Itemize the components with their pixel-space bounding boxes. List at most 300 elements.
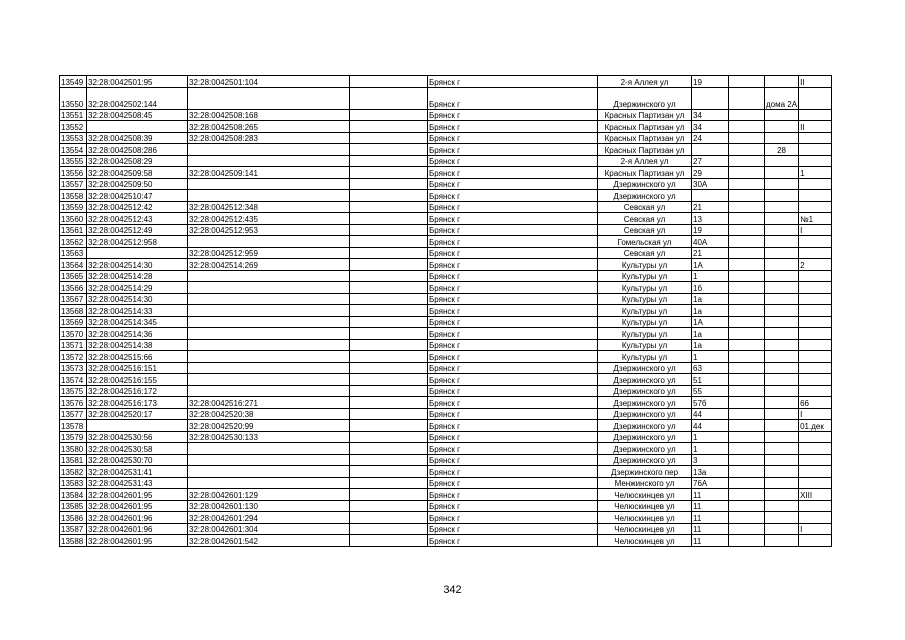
city-cell: Брянск г bbox=[428, 76, 598, 88]
cadastral-number-cell: 32:28:0042512:43 bbox=[87, 213, 188, 225]
record-number-cell: 13556 bbox=[60, 167, 87, 179]
record-number-cell: 13568 bbox=[60, 305, 87, 317]
premises-cell bbox=[799, 293, 832, 305]
premises-cell bbox=[799, 282, 832, 294]
blank-cell bbox=[350, 408, 428, 420]
street-cell: Севская ул bbox=[598, 224, 692, 236]
housing-cell bbox=[765, 454, 799, 466]
building-cell bbox=[729, 385, 765, 397]
object-number-cell bbox=[188, 477, 350, 489]
house-number-cell: 34 bbox=[692, 109, 729, 121]
premises-cell bbox=[799, 339, 832, 351]
table-row bbox=[60, 374, 832, 386]
housing-cell bbox=[765, 155, 799, 167]
premises-cell: 2 bbox=[799, 259, 832, 271]
table-row bbox=[60, 270, 832, 282]
building-cell bbox=[729, 489, 765, 501]
housing-cell bbox=[765, 178, 799, 190]
record-number-cell: 13555 bbox=[60, 155, 87, 167]
blank-cell bbox=[350, 213, 428, 225]
city-cell: Брянск г bbox=[428, 247, 598, 259]
blank-cell bbox=[350, 87, 428, 109]
record-number-cell: 13563 bbox=[60, 247, 87, 259]
premises-cell: 01.дек bbox=[799, 420, 832, 432]
city-cell: Брянск г bbox=[428, 305, 598, 317]
street-cell: Культуры ул bbox=[598, 351, 692, 363]
street-cell: Дзержинского ул bbox=[598, 362, 692, 374]
cadastral-number-cell: 32:28:0042601:96 bbox=[87, 512, 188, 524]
housing-cell bbox=[765, 247, 799, 259]
blank-cell bbox=[350, 466, 428, 478]
street-cell: Культуры ул bbox=[598, 339, 692, 351]
city-cell: Брянск г bbox=[428, 201, 598, 213]
premises-cell bbox=[799, 466, 832, 478]
street-cell: Красных Партизан ул bbox=[598, 109, 692, 121]
premises-cell bbox=[799, 512, 832, 524]
table-row bbox=[60, 523, 832, 535]
city-cell: Брянск г bbox=[428, 121, 598, 133]
building-cell bbox=[729, 87, 765, 109]
city-cell: Брянск г bbox=[428, 328, 598, 340]
building-cell bbox=[729, 328, 765, 340]
city-cell: Брянск г bbox=[428, 87, 598, 109]
record-number-cell: 13549 bbox=[60, 76, 87, 88]
house-number-cell: 30А bbox=[692, 178, 729, 190]
table-row bbox=[60, 121, 832, 133]
city-cell: Брянск г bbox=[428, 500, 598, 512]
building-cell bbox=[729, 201, 765, 213]
blank-cell bbox=[350, 270, 428, 282]
record-number-cell: 13582 bbox=[60, 466, 87, 478]
city-cell: Брянск г bbox=[428, 236, 598, 248]
house-number-cell: 1а bbox=[692, 339, 729, 351]
table-row bbox=[60, 247, 832, 259]
blank-cell bbox=[350, 132, 428, 144]
cadastral-number-cell: 32:28:0042531:41 bbox=[87, 466, 188, 478]
housing-cell bbox=[765, 420, 799, 432]
table-row bbox=[60, 190, 832, 202]
premises-cell bbox=[799, 316, 832, 328]
house-number-cell: 55 bbox=[692, 385, 729, 397]
object-number-cell bbox=[188, 144, 350, 156]
object-number-cell: 32:28:0042530:133 bbox=[188, 431, 350, 443]
premises-cell: I bbox=[799, 224, 832, 236]
cadastral-number-cell: 32:28:0042508:29 bbox=[87, 155, 188, 167]
street-cell: Дзержинского ул bbox=[598, 190, 692, 202]
housing-cell bbox=[765, 431, 799, 443]
building-cell bbox=[729, 121, 765, 133]
building-cell bbox=[729, 132, 765, 144]
street-cell: Челюскинцев ул bbox=[598, 535, 692, 547]
premises-cell: I bbox=[799, 408, 832, 420]
premises-cell: I bbox=[799, 523, 832, 535]
housing-cell bbox=[765, 408, 799, 420]
housing-cell: дома 2А bbox=[765, 87, 799, 109]
house-number-cell: 13 bbox=[692, 213, 729, 225]
city-cell: Брянск г bbox=[428, 420, 598, 432]
street-cell: Культуры ул bbox=[598, 305, 692, 317]
street-cell: Красных Партизан ул bbox=[598, 144, 692, 156]
table-row bbox=[60, 385, 832, 397]
blank-cell bbox=[350, 477, 428, 489]
blank-cell bbox=[350, 167, 428, 179]
blank-cell bbox=[350, 431, 428, 443]
object-number-cell bbox=[188, 443, 350, 455]
record-number-cell: 13571 bbox=[60, 339, 87, 351]
object-number-cell bbox=[188, 155, 350, 167]
cadastral-number-cell: 32:28:0042520:17 bbox=[87, 408, 188, 420]
table-row bbox=[60, 132, 832, 144]
cadastral-number-cell: 32:28:0042508:45 bbox=[87, 109, 188, 121]
table-row bbox=[60, 443, 832, 455]
street-cell: Дзержинского ул bbox=[598, 420, 692, 432]
premises-cell bbox=[799, 431, 832, 443]
building-cell bbox=[729, 408, 765, 420]
street-cell: Дзержинского ул bbox=[598, 397, 692, 409]
table-row bbox=[60, 489, 832, 501]
table-row bbox=[60, 397, 832, 409]
street-cell: Севская ул bbox=[598, 201, 692, 213]
record-number-cell: 13577 bbox=[60, 408, 87, 420]
cadastral-number-cell: 32:28:0042601:96 bbox=[87, 523, 188, 535]
premises-cell bbox=[799, 385, 832, 397]
object-number-cell: 32:28:0042516:271 bbox=[188, 397, 350, 409]
blank-cell bbox=[350, 489, 428, 501]
cadastral-number-cell: 32:28:0042509:58 bbox=[87, 167, 188, 179]
street-cell: Челюскинцев ул bbox=[598, 500, 692, 512]
building-cell bbox=[729, 178, 765, 190]
premises-cell bbox=[799, 535, 832, 547]
house-number-cell: 11 bbox=[692, 523, 729, 535]
blank-cell bbox=[350, 385, 428, 397]
table-row bbox=[60, 351, 832, 363]
object-number-cell bbox=[188, 362, 350, 374]
premises-cell: №1 bbox=[799, 213, 832, 225]
record-number-cell: 13561 bbox=[60, 224, 87, 236]
object-number-cell bbox=[188, 339, 350, 351]
street-cell: Дзержинского ул bbox=[598, 374, 692, 386]
house-number-cell: 63 bbox=[692, 362, 729, 374]
record-number-cell: 13560 bbox=[60, 213, 87, 225]
object-number-cell: 32:28:0042514:269 bbox=[188, 259, 350, 271]
record-number-cell: 13573 bbox=[60, 362, 87, 374]
housing-cell bbox=[765, 259, 799, 271]
object-number-cell: 32:28:0042601:542 bbox=[188, 535, 350, 547]
building-cell bbox=[729, 477, 765, 489]
house-number-cell: 11 bbox=[692, 500, 729, 512]
cadastral-number-cell: 32:28:0042512:49 bbox=[87, 224, 188, 236]
table-row bbox=[60, 431, 832, 443]
premises-cell bbox=[799, 351, 832, 363]
housing-cell: 28 bbox=[765, 144, 799, 156]
blank-cell bbox=[350, 454, 428, 466]
housing-cell bbox=[765, 385, 799, 397]
house-number-cell: 1а bbox=[692, 305, 729, 317]
premises-cell: 1 bbox=[799, 167, 832, 179]
table-row bbox=[60, 293, 832, 305]
city-cell: Брянск г bbox=[428, 443, 598, 455]
house-number-cell: 24 bbox=[692, 132, 729, 144]
object-number-cell: 32:28:0042508:283 bbox=[188, 132, 350, 144]
housing-cell bbox=[765, 305, 799, 317]
house-number-cell: 44 bbox=[692, 408, 729, 420]
object-number-cell: 32:28:0042508:168 bbox=[188, 109, 350, 121]
cadastral-number-cell: 32:28:0042508:39 bbox=[87, 132, 188, 144]
table-row bbox=[60, 213, 832, 225]
cadastral-number-cell bbox=[87, 247, 188, 259]
record-number-cell: 13562 bbox=[60, 236, 87, 248]
blank-cell bbox=[350, 178, 428, 190]
blank-cell bbox=[350, 236, 428, 248]
object-number-cell: 32:28:0042501:104 bbox=[188, 76, 350, 88]
housing-cell bbox=[765, 535, 799, 547]
object-number-cell bbox=[188, 316, 350, 328]
housing-cell bbox=[765, 362, 799, 374]
house-number-cell: 11 bbox=[692, 512, 729, 524]
housing-cell bbox=[765, 443, 799, 455]
cadastral-number-cell: 32:28:0042514:33 bbox=[87, 305, 188, 317]
object-number-cell: 32:28:0042520:99 bbox=[188, 420, 350, 432]
object-number-cell: 32:28:0042512:959 bbox=[188, 247, 350, 259]
housing-cell bbox=[765, 293, 799, 305]
city-cell: Брянск г bbox=[428, 477, 598, 489]
street-cell: Менжинского ул bbox=[598, 477, 692, 489]
object-number-cell: 32:28:0042520:38 bbox=[188, 408, 350, 420]
premises-cell bbox=[799, 201, 832, 213]
city-cell: Брянск г bbox=[428, 144, 598, 156]
city-cell: Брянск г bbox=[428, 155, 598, 167]
table-row bbox=[60, 466, 832, 478]
cadastral-number-cell: 32:28:0042531:43 bbox=[87, 477, 188, 489]
blank-cell bbox=[350, 305, 428, 317]
record-number-cell: 13580 bbox=[60, 443, 87, 455]
city-cell: Брянск г bbox=[428, 374, 598, 386]
city-cell: Брянск г bbox=[428, 109, 598, 121]
city-cell: Брянск г bbox=[428, 385, 598, 397]
city-cell: Брянск г bbox=[428, 316, 598, 328]
blank-cell bbox=[350, 535, 428, 547]
blank-cell bbox=[350, 282, 428, 294]
record-number-cell: 13585 bbox=[60, 500, 87, 512]
cadastral-number-cell: 32:28:0042601:95 bbox=[87, 500, 188, 512]
record-number-cell: 13567 bbox=[60, 293, 87, 305]
premises-cell bbox=[799, 178, 832, 190]
building-cell bbox=[729, 500, 765, 512]
street-cell: Челюскинцев ул bbox=[598, 523, 692, 535]
street-cell: Культуры ул bbox=[598, 293, 692, 305]
table-body bbox=[60, 76, 832, 547]
city-cell: Брянск г bbox=[428, 132, 598, 144]
housing-cell bbox=[765, 489, 799, 501]
premises-cell bbox=[799, 477, 832, 489]
street-cell: Дзержинского ул bbox=[598, 385, 692, 397]
premises-cell bbox=[799, 190, 832, 202]
house-number-cell: 1А bbox=[692, 316, 729, 328]
cadastral-number-cell: 32:28:0042509:50 bbox=[87, 178, 188, 190]
table-row bbox=[60, 259, 832, 271]
building-cell bbox=[729, 374, 765, 386]
building-cell bbox=[729, 316, 765, 328]
city-cell: Брянск г bbox=[428, 339, 598, 351]
city-cell: Брянск г bbox=[428, 454, 598, 466]
house-number-cell: 1б bbox=[692, 282, 729, 294]
city-cell: Брянск г bbox=[428, 362, 598, 374]
record-number-cell: 13553 bbox=[60, 132, 87, 144]
blank-cell bbox=[350, 76, 428, 88]
table-row bbox=[60, 236, 832, 248]
record-number-cell: 13586 bbox=[60, 512, 87, 524]
street-cell: 2-я Аллея ул bbox=[598, 155, 692, 167]
blank-cell bbox=[350, 121, 428, 133]
street-cell: Дзержинского ул bbox=[598, 87, 692, 109]
object-number-cell: 32:28:0042601:294 bbox=[188, 512, 350, 524]
premises-cell bbox=[799, 328, 832, 340]
house-number-cell: 29 bbox=[692, 167, 729, 179]
cadastral-number-cell: 32:28:0042512:958 bbox=[87, 236, 188, 248]
building-cell bbox=[729, 523, 765, 535]
table-row bbox=[60, 454, 832, 466]
house-number-cell: 11 bbox=[692, 489, 729, 501]
cadastral-number-cell: 32:28:0042530:56 bbox=[87, 431, 188, 443]
record-number-cell: 13579 bbox=[60, 431, 87, 443]
object-number-cell bbox=[188, 293, 350, 305]
record-number-cell: 13565 bbox=[60, 270, 87, 282]
table-row bbox=[60, 408, 832, 420]
cadastral-number-cell: 32:28:0042514:36 bbox=[87, 328, 188, 340]
record-number-cell: 13572 bbox=[60, 351, 87, 363]
blank-cell bbox=[350, 259, 428, 271]
table-row bbox=[60, 282, 832, 294]
housing-cell bbox=[765, 477, 799, 489]
object-number-cell bbox=[188, 454, 350, 466]
house-number-cell: 13а bbox=[692, 466, 729, 478]
street-cell: Дзержинского ул bbox=[598, 178, 692, 190]
table-row bbox=[60, 328, 832, 340]
city-cell: Брянск г bbox=[428, 489, 598, 501]
building-cell bbox=[729, 236, 765, 248]
house-number-cell: 1 bbox=[692, 351, 729, 363]
cadastral-number-cell: 32:28:0042501:95 bbox=[87, 76, 188, 88]
building-cell bbox=[729, 362, 765, 374]
house-number-cell: 11 bbox=[692, 535, 729, 547]
city-cell: Брянск г bbox=[428, 293, 598, 305]
house-number-cell: 27 bbox=[692, 155, 729, 167]
house-number-cell: 19 bbox=[692, 76, 729, 88]
house-number-cell: 21 bbox=[692, 201, 729, 213]
building-cell bbox=[729, 167, 765, 179]
record-number-cell: 13551 bbox=[60, 109, 87, 121]
street-cell: Дзержинского ул bbox=[598, 443, 692, 455]
cadastral-number-cell: 32:28:0042502:144 bbox=[87, 87, 188, 109]
building-cell bbox=[729, 213, 765, 225]
object-number-cell bbox=[188, 385, 350, 397]
building-cell bbox=[729, 305, 765, 317]
cadastral-number-cell: 32:28:0042514:28 bbox=[87, 270, 188, 282]
house-number-cell: 1 bbox=[692, 443, 729, 455]
street-cell: Культуры ул bbox=[598, 328, 692, 340]
blank-cell bbox=[350, 443, 428, 455]
housing-cell bbox=[765, 76, 799, 88]
object-number-cell: 32:28:0042601:129 bbox=[188, 489, 350, 501]
cadastral-number-cell: 32:28:0042514:30 bbox=[87, 259, 188, 271]
building-cell bbox=[729, 535, 765, 547]
building-cell bbox=[729, 339, 765, 351]
housing-cell bbox=[765, 213, 799, 225]
housing-cell bbox=[765, 270, 799, 282]
record-number-cell: 13578 bbox=[60, 420, 87, 432]
housing-cell bbox=[765, 201, 799, 213]
table-row bbox=[60, 201, 832, 213]
object-number-cell bbox=[188, 236, 350, 248]
premises-cell bbox=[799, 443, 832, 455]
table-row bbox=[60, 87, 832, 109]
table-row bbox=[60, 535, 832, 547]
street-cell: Дзержинского ул bbox=[598, 408, 692, 420]
city-cell: Брянск г bbox=[428, 224, 598, 236]
cadastral-number-cell: 32:28:0042516:173 bbox=[87, 397, 188, 409]
housing-cell bbox=[765, 351, 799, 363]
cadastral-number-cell: 32:28:0042601:95 bbox=[87, 535, 188, 547]
street-cell: Красных Партизан ул bbox=[598, 121, 692, 133]
housing-cell bbox=[765, 109, 799, 121]
city-cell: Брянск г bbox=[428, 213, 598, 225]
blank-cell bbox=[350, 397, 428, 409]
city-cell: Брянск г bbox=[428, 190, 598, 202]
object-number-cell bbox=[188, 178, 350, 190]
blank-cell bbox=[350, 374, 428, 386]
cadastral-number-cell: 32:28:0042530:70 bbox=[87, 454, 188, 466]
blank-cell bbox=[350, 328, 428, 340]
street-cell: Севская ул bbox=[598, 213, 692, 225]
premises-cell bbox=[799, 454, 832, 466]
object-number-cell bbox=[188, 466, 350, 478]
cadastral-number-cell bbox=[87, 121, 188, 133]
street-cell: Культуры ул bbox=[598, 282, 692, 294]
cadastral-number-cell: 32:28:0042514:29 bbox=[87, 282, 188, 294]
blank-cell bbox=[350, 201, 428, 213]
building-cell bbox=[729, 224, 765, 236]
building-cell bbox=[729, 155, 765, 167]
object-number-cell: 32:28:0042512:348 bbox=[188, 201, 350, 213]
housing-cell bbox=[765, 397, 799, 409]
street-cell: Дзержинского ул bbox=[598, 431, 692, 443]
cadastral-number-cell: 32:28:0042514:345 bbox=[87, 316, 188, 328]
record-number-cell: 13566 bbox=[60, 282, 87, 294]
object-number-cell bbox=[188, 190, 350, 202]
record-number-cell: 13559 bbox=[60, 201, 87, 213]
blank-cell bbox=[350, 420, 428, 432]
city-cell: Брянск г bbox=[428, 523, 598, 535]
housing-cell bbox=[765, 512, 799, 524]
table-row bbox=[60, 144, 832, 156]
housing-cell bbox=[765, 121, 799, 133]
housing-cell bbox=[765, 466, 799, 478]
page-number: 342 bbox=[443, 584, 462, 596]
building-cell bbox=[729, 76, 765, 88]
house-number-cell: 1а bbox=[692, 328, 729, 340]
premises-cell: II bbox=[799, 76, 832, 88]
record-number-cell: 13558 bbox=[60, 190, 87, 202]
table-row bbox=[60, 76, 832, 88]
record-number-cell: 13584 bbox=[60, 489, 87, 501]
blank-cell bbox=[350, 362, 428, 374]
blank-cell bbox=[350, 190, 428, 202]
cadastral-number-cell: 32:28:0042601:95 bbox=[87, 489, 188, 501]
city-cell: Брянск г bbox=[428, 167, 598, 179]
object-number-cell bbox=[188, 270, 350, 282]
record-number-cell: 13575 bbox=[60, 385, 87, 397]
table-row bbox=[60, 420, 832, 432]
